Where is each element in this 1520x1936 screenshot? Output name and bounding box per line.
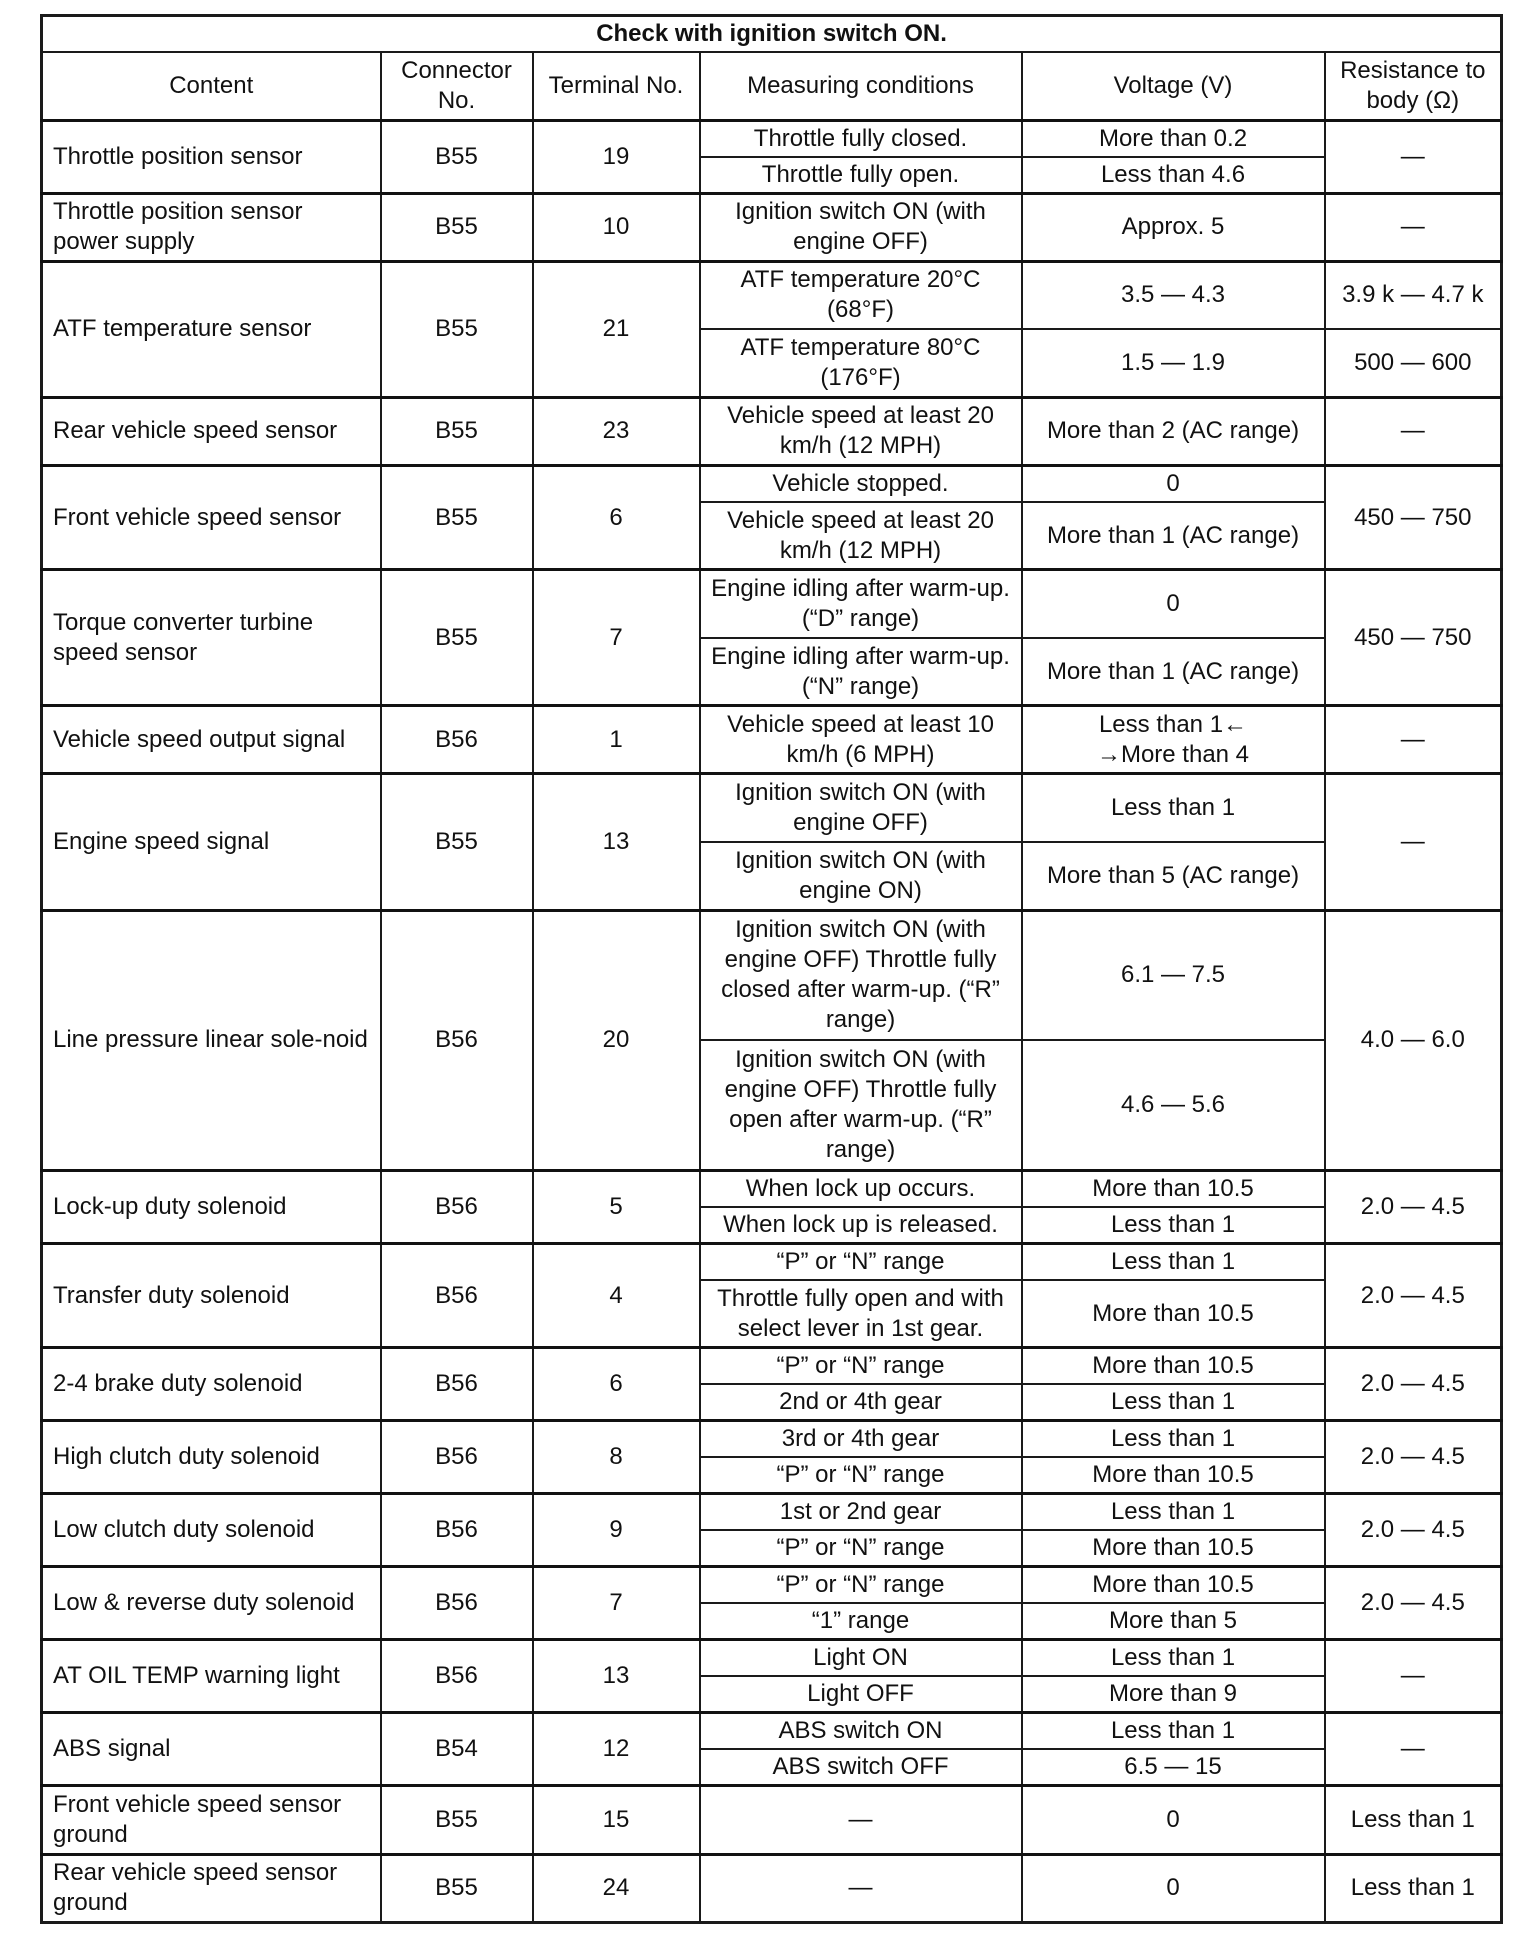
condition-cell: 3rd or 4th gear [700,1421,1022,1458]
condition-cell: Ignition switch ON (with engine OFF) Throttle fully open after warm-up. (“R” range) [700,1040,1022,1170]
connector-cell: B56 [381,706,533,774]
content-cell: 2-4 brake duty solenoid [42,1348,381,1421]
header-resistance: Resistance to body (Ω) [1325,52,1502,120]
header-conditions: Measuring conditions [700,52,1022,120]
resistance-cell: 2.0 — 4.5 [1325,1421,1502,1494]
resistance-cell: — [1325,120,1502,193]
voltage-cell: More than 10.5 [1022,1567,1325,1604]
condition-cell: When lock up occurs. [700,1170,1022,1207]
terminal-cell: 15 [533,1786,700,1854]
voltage-cell: More than 5 (AC range) [1022,842,1325,910]
content-cell: Transfer duty solenoid [42,1243,381,1348]
connector-cell: B56 [381,910,533,1170]
connector-cell: B55 [381,193,533,261]
table-row [42,193,1502,261]
condition-cell: Engine idling after warm-up. (“N” range) [700,638,1022,706]
content-cell: ATF temperature sensor [42,261,381,397]
content-cell: AT OIL TEMP warning light [42,1640,381,1713]
content-cell: Throttle position sensor [42,120,381,193]
condition-cell: Throttle fully closed. [700,120,1022,157]
condition-cell: “P” or “N” range [700,1567,1022,1604]
connector-cell: B56 [381,1567,533,1640]
resistance-cell: — [1325,1713,1502,1786]
terminal-cell: 7 [533,570,700,706]
voltage-cell: More than 1 (AC range) [1022,502,1325,570]
voltage-cell: Less than 1 [1022,1713,1325,1750]
connector-cell: B55 [381,1786,533,1854]
header-connector: Connector No. [381,52,533,120]
voltage-cell: More than 10.5 [1022,1280,1325,1348]
condition-cell: Vehicle speed at least 10 km/h (6 MPH) [700,706,1022,774]
voltage-cell: More than 0.2 [1022,120,1325,157]
condition-cell: Light OFF [700,1676,1022,1713]
voltage-cell: More than 10.5 [1022,1170,1325,1207]
terminal-cell: 23 [533,397,700,465]
resistance-cell: 2.0 — 4.5 [1325,1243,1502,1348]
resistance-cell: — [1325,706,1502,774]
content-cell: Line pressure linear sole-noid [42,910,381,1170]
content-cell: Throttle position sensor power supply [42,193,381,261]
resistance-cell: 4.0 — 6.0 [1325,910,1502,1170]
table-row [42,465,1502,502]
condition-cell: Ignition switch ON (with engine OFF) [700,193,1022,261]
terminal-cell: 12 [533,1713,700,1786]
condition-cell: “1” range [700,1603,1022,1640]
terminal-cell: 21 [533,261,700,397]
table-row [42,706,1502,774]
spec-table [40,14,1503,1924]
table-row [42,1494,1502,1531]
table-row [42,1854,1502,1922]
resistance-cell: 500 — 600 [1325,329,1502,397]
resistance-cell: 2.0 — 4.5 [1325,1567,1502,1640]
connector-cell: B55 [381,774,533,910]
resistance-cell: — [1325,397,1502,465]
terminal-cell: 6 [533,1348,700,1421]
terminal-cell: 7 [533,1567,700,1640]
connector-cell: B55 [381,397,533,465]
header-content: Content [42,52,381,120]
content-cell: Engine speed signal [42,774,381,910]
condition-cell: Light ON [700,1640,1022,1677]
resistance-cell: 2.0 — 4.5 [1325,1170,1502,1243]
condition-cell: Throttle fully open. [700,157,1022,194]
voltage-cell: Less than 4.6 [1022,157,1325,194]
table-body [42,120,1502,1923]
table-row [42,1170,1502,1207]
connector-cell: B54 [381,1713,533,1786]
resistance-cell: — [1325,774,1502,910]
voltage-cell: 1.5 — 1.9 [1022,329,1325,397]
content-cell: High clutch duty solenoid [42,1421,381,1494]
voltage-cell: 6.5 — 15 [1022,1749,1325,1786]
content-cell: Front vehicle speed sensor [42,465,381,570]
header-voltage: Voltage (V) [1022,52,1325,120]
table-row [42,120,1502,157]
resistance-cell: 450 — 750 [1325,570,1502,706]
terminal-cell: 9 [533,1494,700,1567]
resistance-cell: — [1325,1640,1502,1713]
voltage-cell: 6.1 — 7.5 [1022,910,1325,1040]
connector-cell: B55 [381,465,533,570]
condition-cell: — [700,1786,1022,1854]
condition-cell: “P” or “N” range [700,1457,1022,1494]
content-cell: Rear vehicle speed sensor ground [42,1854,381,1922]
condition-cell: Vehicle speed at least 20 km/h (12 MPH) [700,502,1022,570]
table-row [42,1567,1502,1604]
condition-cell: Ignition switch ON (with engine OFF) Throttle fully closed after warm-up. (“R” range) [700,910,1022,1040]
table-row [42,1243,1502,1280]
terminal-cell: 24 [533,1854,700,1922]
content-cell: Torque converter turbine speed sensor [42,570,381,706]
condition-cell: Ignition switch ON (with engine ON) [700,842,1022,910]
table-row [42,1348,1502,1385]
terminal-cell: 4 [533,1243,700,1348]
condition-cell: “P” or “N” range [700,1243,1022,1280]
resistance-cell: Less than 1 [1325,1786,1502,1854]
voltage-cell: 4.6 — 5.6 [1022,1040,1325,1170]
terminal-cell: 20 [533,910,700,1170]
resistance-cell: Less than 1 [1325,1854,1502,1922]
connector-cell: B55 [381,570,533,706]
condition-cell: Vehicle speed at least 20 km/h (12 MPH) [700,397,1022,465]
terminal-cell: 13 [533,1640,700,1713]
table-row [42,910,1502,1040]
condition-cell: ATF temperature 20°C (68°F) [700,261,1022,329]
terminal-cell: 6 [533,465,700,570]
terminal-cell: 8 [533,1421,700,1494]
header-terminal: Terminal No. [533,52,700,120]
condition-cell: Engine idling after warm-up. (“D” range) [700,570,1022,638]
connector-cell: B56 [381,1243,533,1348]
voltage-cell: Less than 1 [1022,1243,1325,1280]
table-row [42,570,1502,638]
condition-cell: Ignition switch ON (with engine OFF) [700,774,1022,842]
voltage-cell: More than 10.5 [1022,1457,1325,1494]
voltage-cell: Less than 1 [1022,1207,1325,1244]
table-row [42,774,1502,842]
voltage-cell: 0 [1022,570,1325,638]
resistance-cell: 2.0 — 4.5 [1325,1348,1502,1421]
voltage-cell: More than 10.5 [1022,1530,1325,1567]
resistance-cell: 3.9 k — 4.7 k [1325,261,1502,329]
table-row [42,1786,1502,1854]
connector-cell: B55 [381,120,533,193]
voltage-cell: 0 [1022,1854,1325,1922]
voltage-cell: Less than 1 [1022,1640,1325,1677]
resistance-cell: — [1325,193,1502,261]
content-cell: Rear vehicle speed sensor [42,397,381,465]
table-row [42,1713,1502,1750]
connector-cell: B56 [381,1421,533,1494]
connector-cell: B56 [381,1640,533,1713]
voltage-cell: More than 9 [1022,1676,1325,1713]
condition-cell: Throttle fully open and with select lever in 1st gear. [700,1280,1022,1348]
condition-cell: ABS switch ON [700,1713,1022,1750]
voltage-cell: Less than 1 [1022,1494,1325,1531]
content-cell: Low clutch duty solenoid [42,1494,381,1567]
content-cell: Vehicle speed output signal [42,706,381,774]
table-row [42,397,1502,465]
resistance-cell: 2.0 — 4.5 [1325,1494,1502,1567]
condition-cell: “P” or “N” range [700,1348,1022,1385]
voltage-cell: Approx. 5 [1022,193,1325,261]
terminal-cell: 10 [533,193,700,261]
condition-cell: When lock up is released. [700,1207,1022,1244]
voltage-cell: Less than 1 [1022,774,1325,842]
condition-cell: ATF temperature 80°C (176°F) [700,329,1022,397]
connector-cell: B56 [381,1348,533,1421]
voltage-cell: More than 5 [1022,1603,1325,1640]
condition-cell: Vehicle stopped. [700,465,1022,502]
table-row [42,1640,1502,1677]
content-cell: Front vehicle speed sensor ground [42,1786,381,1854]
voltage-cell: More than 10.5 [1022,1348,1325,1385]
voltage-cell: Less than 1 [1022,1384,1325,1421]
content-cell: Lock-up duty solenoid [42,1170,381,1243]
condition-cell: 2nd or 4th gear [700,1384,1022,1421]
voltage-cell: Less than 1 [1022,1421,1325,1458]
terminal-cell: 13 [533,774,700,910]
condition-cell: “P” or “N” range [700,1530,1022,1567]
resistance-cell: 450 — 750 [1325,465,1502,570]
table-row [42,261,1502,329]
voltage-cell: 0 [1022,1786,1325,1854]
content-cell: Low & reverse duty solenoid [42,1567,381,1640]
condition-cell: 1st or 2nd gear [700,1494,1022,1531]
connector-cell: B55 [381,261,533,397]
connector-cell: B56 [381,1170,533,1243]
terminal-cell: 5 [533,1170,700,1243]
voltage-cell: More than 2 (AC range) [1022,397,1325,465]
content-cell: ABS signal [42,1713,381,1786]
connector-cell: B56 [381,1494,533,1567]
voltage-cell: Less than 1← →More than 4 [1022,706,1325,774]
connector-cell: B55 [381,1854,533,1922]
terminal-cell: 19 [533,120,700,193]
voltage-cell: More than 1 (AC range) [1022,638,1325,706]
terminal-cell: 1 [533,706,700,774]
voltage-cell: 3.5 — 4.3 [1022,261,1325,329]
condition-cell: ABS switch OFF [700,1749,1022,1786]
table-row [42,1421,1502,1458]
voltage-cell: 0 [1022,465,1325,502]
table-caption: Check with ignition switch ON. [42,16,1502,53]
condition-cell: — [700,1854,1022,1922]
